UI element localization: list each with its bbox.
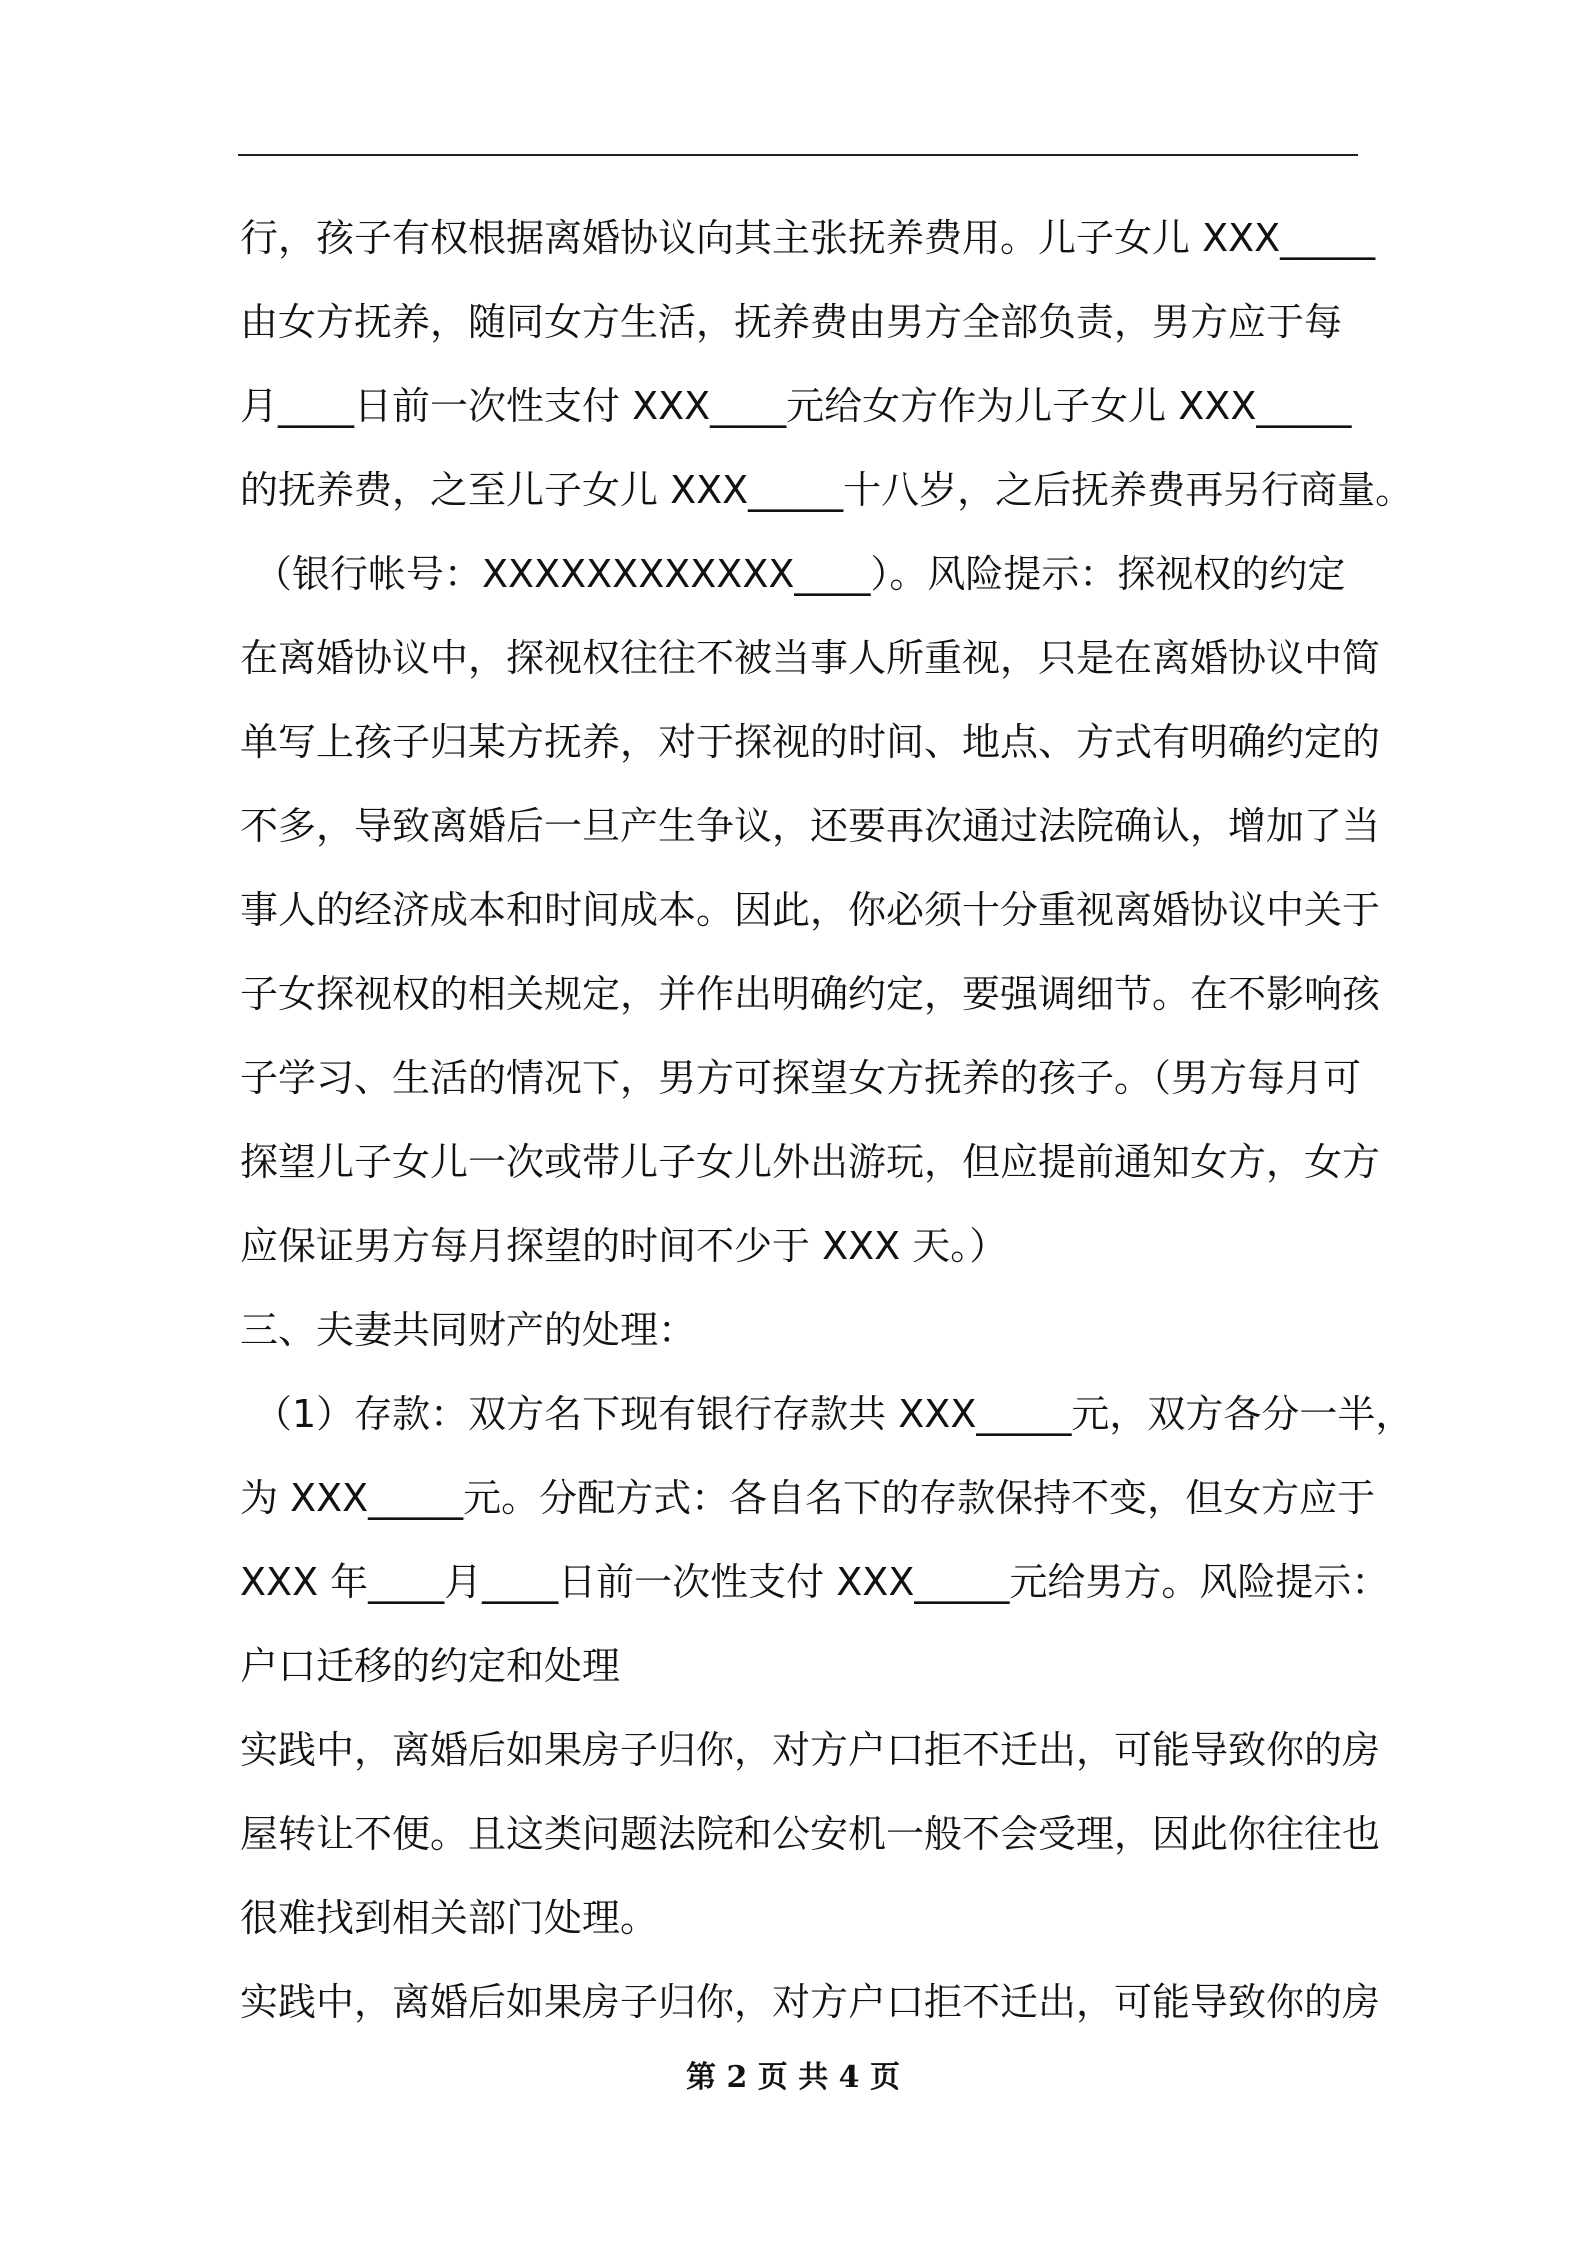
text-line: 屋转让不便。且这类问题法院和公安机一般不会受理，因此你往往也: [240, 1812, 1381, 1856]
section-heading: 三、夫妻共同财产的处理：: [240, 1308, 697, 1352]
text-line: 在离婚协议中，探视权往往不被当事人所重视，只是在离婚协议中简: [240, 636, 1381, 680]
text-line: 户口迁移的约定和处理: [240, 1644, 621, 1688]
text-line: 由女方抚养，随同女方生活，抚养费由男方全部负责，男方应于每: [240, 300, 1343, 344]
text-line: 事人的经济成本和时间成本。因此，你必须十分重视离婚协议中关于: [240, 888, 1381, 932]
text-line: 很难找到相关部门处理。: [240, 1896, 659, 1940]
text-line: 单写上孩子归某方抚养，对于探视的时间、地点、方式有明确约定的: [240, 720, 1381, 764]
text-line: 行，孩子有权根据离婚协议向其主张抚养费用。儿子女儿 XXX_____: [240, 216, 1376, 260]
document-body: [240, 196, 1414, 2044]
text-line: 月____日前一次性支付 XXX____元给女方作为儿子女儿 XXX_____: [240, 384, 1352, 428]
page-number: 第 2 页 共 4 页: [686, 2060, 900, 2095]
text-line: 子女探视权的相关规定，并作出明确约定，要强调细节。在不影响孩: [240, 972, 1381, 1016]
text-line: 应保证男方每月探望的时间不少于 XXX 天。）: [240, 1224, 1008, 1268]
text-line: 探望儿子女儿一次或带儿子女儿外出游玩，但应提前通知女方，女方: [240, 1140, 1381, 1184]
text-line: XXX 年____月____日前一次性支付 XXX_____元给男方。风险提示：: [240, 1560, 1390, 1604]
header-rule: [238, 154, 1358, 156]
text-line: 实践中，离婚后如果房子归你，对方户口拒不迁出，可能导致你的房: [240, 1980, 1381, 2024]
text-line: 不多，导致离婚后一旦产生争议，还要再次通过法院确认，增加了当: [240, 804, 1381, 848]
text-line: 为 XXX_____元。分配方式：各自名下的存款保持不变，但女方应于: [240, 1476, 1376, 1520]
text-line: 子学习、生活的情况下，男方可探望女方抚养的孩子。（男方每月可: [240, 1056, 1362, 1100]
text-line: （银行帐号：XXXXXXXXXXXX____）。风险提示：探视权的约定: [254, 552, 1346, 596]
text-line: 的抚养费，之至儿子女儿 XXX_____十八岁，之后抚养费再另行商量。: [240, 468, 1414, 512]
text-line: （1）存款：双方名下现有银行存款共 XXX_____元，双方各分一半，: [254, 1392, 1414, 1436]
text-line: 实践中，离婚后如果房子归你，对方户口拒不迁出，可能导致你的房: [240, 1728, 1381, 1772]
